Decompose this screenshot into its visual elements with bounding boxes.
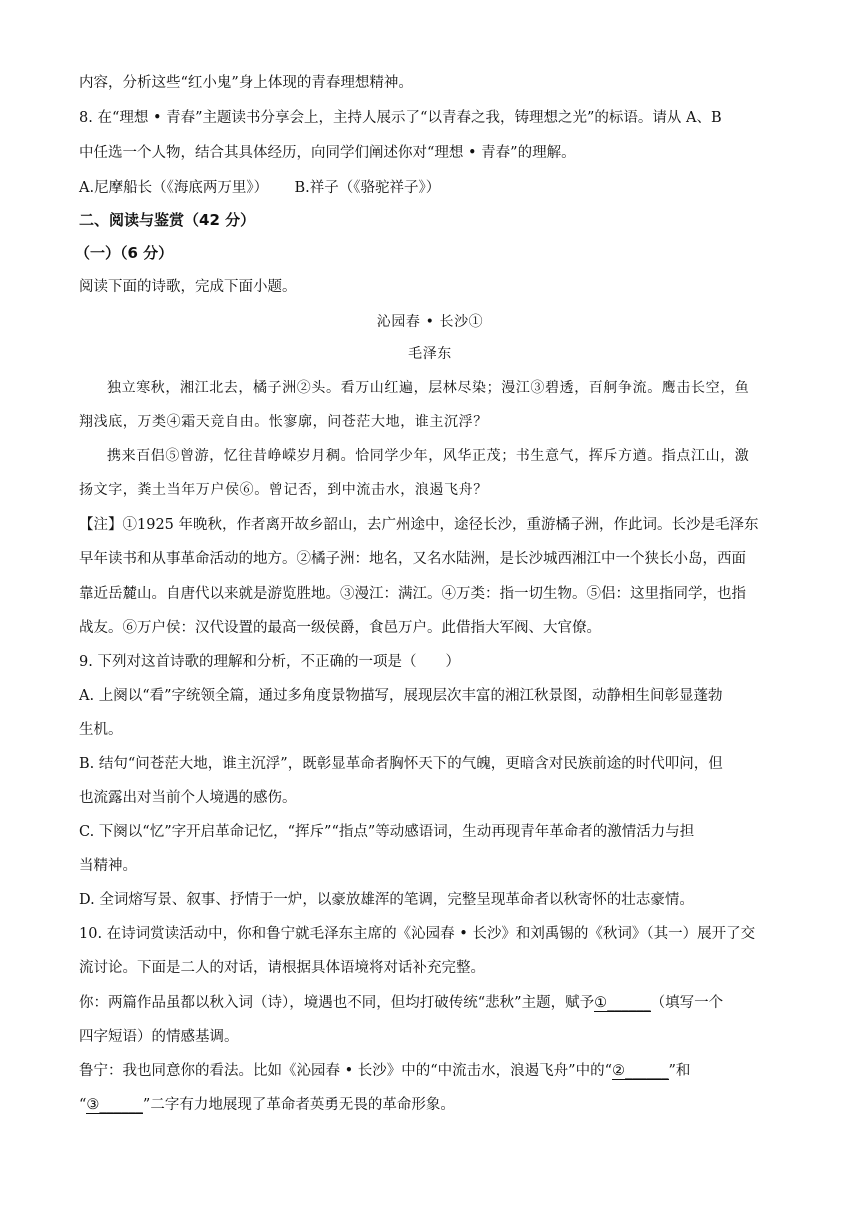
- blank-2[interactable]: ②______: [612, 1063, 669, 1079]
- dialogue-text: ”二字有力地展现了革命者英勇无畏的革命形象。: [142, 1097, 455, 1113]
- blank-3[interactable]: ③______: [86, 1097, 143, 1113]
- question-10-line-2: 流讨论。下面是二人的对话，请根据具体语境将对话补充完整。: [79, 960, 485, 976]
- poem-line: 扬文字，粪土当年万户侯⑥。曾记否，到中流击水，浪遏飞舟？: [79, 482, 488, 498]
- dialogue-text: ”和: [668, 1063, 691, 1079]
- question-9-stem: 9. 下列对这首诗歌的理解和分析，不正确的一项是（ ）: [79, 654, 460, 670]
- poem-title: 沁园春 • 长沙①: [376, 314, 484, 330]
- dialogue-luning-line-1: [79, 1061, 690, 1081]
- dialogue-text: 鲁宁：我也同意你的看法。比如《沁园春 • 长沙》中的“中流击水，浪遏飞舟”中的“: [79, 1063, 613, 1079]
- question-8-options: A.尼摩船长（《海底两万里》） B.祥子（《骆驼祥子》）: [79, 180, 441, 196]
- question-9-option-c: C. 下阕以“忆”字开启革命记忆，“挥斥”“指点”等动感语词，生动再现青年革命者的激情活力与担: [79, 824, 695, 840]
- blank-1[interactable]: ①______: [594, 995, 651, 1011]
- dialogue-you-line-1: [79, 993, 723, 1013]
- dialogue-you-line-2: 四字短语）的情感基调。: [79, 1029, 239, 1045]
- dialogue-luning-line-2: [79, 1095, 455, 1115]
- question-8-line-2: 中任选一个人物，结合其具体经历，向同学们阐述你对“理想 • 青春”的理解。: [79, 145, 576, 161]
- question-9-option-a-cont: 生机。: [79, 722, 123, 738]
- reading-instruction: 阅读下面的诗歌，完成下面小题。: [79, 279, 297, 295]
- note-line: 靠近岳麓山。自唐代以来就是游览胜地。③漫江：满江。④万类：指一切生物。⑤侣：这里指同学，也指: [79, 586, 746, 602]
- question-9-option-b: B. 结句“问苍茫大地，谁主沉浮”，既彰显革命者胸怀天下的气魄，更暗含对民族前途的时代叩问，但: [79, 756, 723, 772]
- note-line: 【注】①1925 年晚秋，作者离开故乡韶山，去广州途中，途径长沙，重游橘子洲，作此词。长沙是毛泽东: [79, 517, 759, 533]
- question-10-line-1: 10. 在诗词赏读活动中，你和鲁宁就毛泽东主席的《沁园春 • 长沙》和刘禹锡的《秋词》（其一）展开了交: [79, 926, 756, 942]
- note-line: 早年读书和从事革命活动的地方。②橘子洲：地名，又名水陆洲，是长沙城西湘江中一个狭长小岛，西面: [79, 551, 746, 567]
- question-8-line-1: 8. 在“理想 • 青春”主题读书分享会上，主持人展示了“以青春之我，铸理想之光”的标语。请从 A、B: [79, 110, 722, 126]
- dialogue-text: “: [79, 1097, 87, 1113]
- poem-line: 翔浅底，万类④霜天竞自由。怅寥廓，问苍茫大地，谁主沉浮？: [79, 414, 488, 430]
- question-9-option-b-cont: 也流露出对当前个人境遇的感伤。: [79, 790, 297, 806]
- question-9-option-d: D. 全词熔写景、叙事、抒情于一炉，以豪放雄浑的笔调，完整呈现革命者以秋寄怀的壮志豪情。: [79, 892, 694, 908]
- poem-line: 独立寒秋，湘江北去，橘子洲②头。看万山红遍，层林尽染；漫江③碧透，百舸争流。鹰击长空，鱼: [107, 380, 750, 396]
- poem-author: 毛泽东: [408, 346, 452, 362]
- text-line: 内容，分析这些“红小鬼”身上体现的青春理想精神。: [79, 75, 413, 91]
- subsection-heading: （一）（6 分）: [75, 244, 174, 262]
- note-line: 战友。⑥万户侯：汉代设置的最高一级侯爵，食邑万户。此借指大军阀、大官僚。: [79, 620, 601, 636]
- poem-line: 携来百侣⑤曾游，忆往昔峥嵘岁月稠。恰同学少年，风华正茂；书生意气，挥斥方遒。指点江山，激: [107, 448, 750, 464]
- section-heading: 二、阅读与鉴赏（42 分）: [79, 211, 256, 229]
- question-9-option-c-cont: 当精神。: [79, 858, 137, 874]
- question-9-option-a: A. 上阕以“看”字统领全篇，通过多角度景物描写，展现层次丰富的湘江秋景图，动静相生间彰显蓬勃: [79, 688, 723, 704]
- dialogue-text: 你：两篇作品虽都以秋入词（诗），境遇也不同，但均打破传统“悲秋”主题，赋予: [79, 995, 595, 1011]
- dialogue-text: （填写一个: [650, 995, 724, 1011]
